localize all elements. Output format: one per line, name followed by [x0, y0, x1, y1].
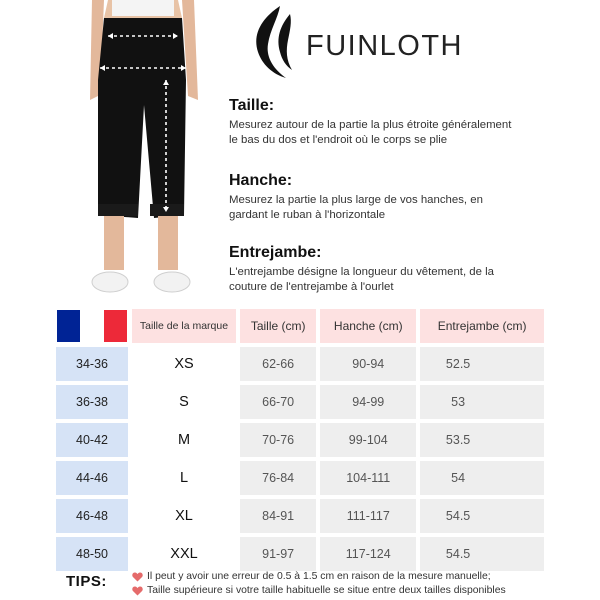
waist-value: 62-66 — [240, 347, 316, 381]
measure-waist-title: Taille: — [229, 97, 275, 114]
inseam-value: 54.5 — [420, 499, 544, 533]
tip-text: Il peut y avoir une erreur de 0.5 à 1.5 cm en raison de la mesure manuelle; — [147, 571, 491, 582]
hip-value: 104-111 — [320, 461, 416, 495]
hip-value: 94-99 — [320, 385, 416, 419]
model-pants-illustration — [78, 0, 208, 300]
brand-flame-icon — [246, 4, 302, 80]
tips-label: TIPS: — [66, 573, 107, 590]
eu-size: 34-36 — [56, 347, 128, 381]
brand-size: XXL — [132, 537, 236, 571]
inseam-value: 54 — [420, 461, 544, 495]
eu-size: 48-50 — [56, 537, 128, 571]
eu-size: 40-42 — [56, 423, 128, 457]
flag-blue-stripe — [57, 310, 80, 342]
table-row — [56, 461, 544, 495]
header-hip: Hanche (cm) — [320, 309, 416, 343]
table-row — [56, 499, 544, 533]
measure-inseam-line-1: L'entrejambe désigne la longueur du vêtement, de la — [229, 266, 494, 278]
tip-text: Taille supérieure si votre taille habituelle se situe entre deux tailles disponibles — [147, 585, 506, 596]
brand-size: XS — [132, 347, 236, 381]
tip-item — [132, 584, 582, 598]
hip-value: 117-124 — [320, 537, 416, 571]
waist-value: 70-76 — [240, 423, 316, 457]
eu-size: 46-48 — [56, 499, 128, 533]
measure-inseam-title: Entrejambe: — [229, 244, 322, 261]
eu-size: 44-46 — [56, 461, 128, 495]
flag-white-stripe — [80, 310, 103, 342]
brand-size: S — [132, 385, 236, 419]
measure-hip-title: Hanche: — [229, 172, 293, 189]
tip-item — [132, 570, 582, 584]
table-row — [56, 385, 544, 419]
waist-value: 91-97 — [240, 537, 316, 571]
hip-value: 111-117 — [320, 499, 416, 533]
measure-inseam-line-2: couture de l'entrejambe à l'ourlet — [229, 281, 394, 293]
waist-value: 84-91 — [240, 499, 316, 533]
brand-size: M — [132, 423, 236, 457]
brand-size: L — [132, 461, 236, 495]
table-row — [56, 537, 544, 571]
measure-hip-line-1: Mesurez la partie la plus large de vos hanches, en — [229, 194, 483, 206]
france-flag-icon — [56, 309, 128, 343]
measure-waist-line-2: le bas du dos et l'endroit où le corps se plie — [229, 134, 448, 146]
measure-inseam — [229, 244, 589, 295]
waist-value: 76-84 — [240, 461, 316, 495]
heart-icon — [132, 586, 143, 596]
measure-waist-line-1: Mesurez autour de la partie la plus étroite généralement — [229, 119, 512, 131]
header-brand-size: Taille de la marque — [132, 309, 236, 343]
table-header-row — [56, 309, 544, 343]
table-row — [56, 423, 544, 457]
heart-icon — [132, 572, 143, 582]
hip-value: 99-104 — [320, 423, 416, 457]
flag-red-stripe — [104, 310, 127, 342]
measure-hip — [229, 172, 589, 223]
header-waist: Taille (cm) — [240, 309, 316, 343]
brand-size: XL — [132, 499, 236, 533]
eu-size: 36-38 — [56, 385, 128, 419]
inseam-value: 53 — [420, 385, 544, 419]
measure-waist — [229, 97, 589, 148]
hip-value: 90-94 — [320, 347, 416, 381]
header-inseam: Entrejambe (cm) — [420, 309, 544, 343]
measure-hip-line-2: gardant le ruban à l'horizontale — [229, 209, 386, 221]
tips-list — [132, 570, 582, 598]
inseam-value: 53.5 — [420, 423, 544, 457]
inseam-value: 52.5 — [420, 347, 544, 381]
waist-value: 66-70 — [240, 385, 316, 419]
table-row — [56, 347, 544, 381]
brand-name: FUINLOTH — [306, 30, 463, 62]
inseam-value: 54.5 — [420, 537, 544, 571]
brand-header — [246, 4, 476, 80]
size-chart-table — [52, 305, 548, 575]
